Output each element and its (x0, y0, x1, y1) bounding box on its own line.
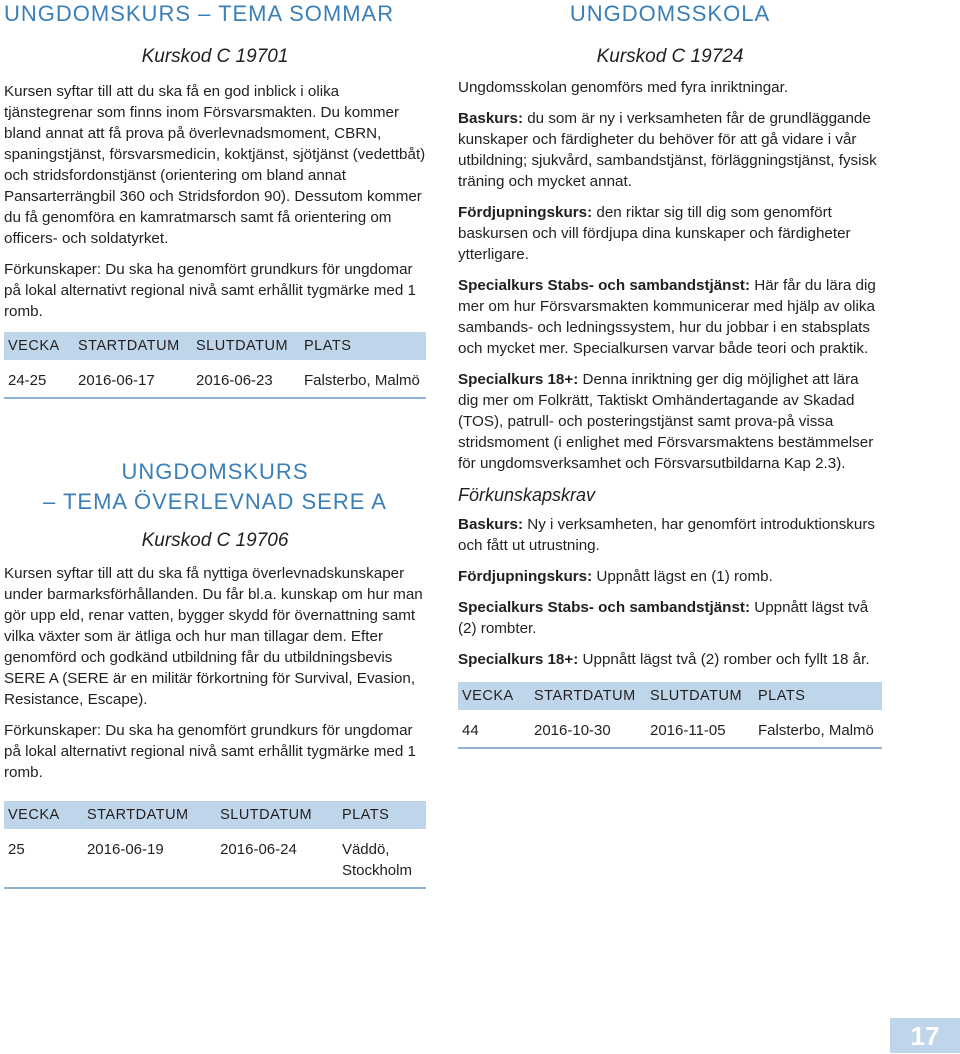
prereq-18plus-label: Specialkurs 18+: (458, 651, 579, 668)
summer-course-description: Kursen syftar till att du ska få en god inblick i olika tjänstegrenar som finns inom Försvarsmakten. Du kommer bland annat att få prova på överlevnadsmoment, CBRN, spaningstjänst, försvarsmedicin, koktjänst, sjötjänst (vedettbåt) och stridsfordonstjänst (orientering om bland annat Pansarterrängbil 360 och Stridsfordon 90). Dessutom kommer du få genomföra en kamratmarsch samt få orientering om officers- och soldatyrket. (4, 83, 426, 247)
track-staff-signal-text: Här får du lära dig mer om hur Försvarsmakten kommunicerar med hjälp av olika sambands- och ledningssystem, hur du jobbar i en stabsplats och mycket mer. Specialkursen varvar både teori och praktik. (458, 277, 876, 357)
cell-place: Falsterbo, Malmö (754, 710, 882, 748)
school-title: UNGDOMSSKOLA (569, 1, 771, 26)
summer-schedule-table (4, 332, 426, 399)
col-place: PLATS (300, 332, 426, 360)
sere-schedule-table (4, 801, 426, 889)
school-course-code: Kurskod C 19724 (596, 46, 744, 67)
col-week: VECKA (4, 801, 83, 829)
left-column (4, 0, 426, 889)
track-advanced-label: Fördjupningskurs: (458, 204, 593, 221)
track-18plus-text: Denna inriktning ger dig möjlighet att lära dig mer om Folkrätt, Taktiskt Omhändertagande av Skadad (TOS), patrull- och posteringstjänst samt prova-på vissa stridsmoment (i enlighet med Försvarsmaktens bestämmelser för ungdomsverksamhet och Försvarsutbildarna Kap 2.3). (458, 371, 874, 472)
sere-course-description: Kursen syftar till att du ska få nyttiga överlevnadskunskaper under barmarksförhållanden. Du får bl.a. kunskap om hur man gör upp eld, renar vatten, bygger skydd för övernattning samt vilka växter som är ätliga och hur man tillagar dem. Efter genomförd och godkänd utbildning får du utbildningsbevis SERE A (SERE är en militär förkortning för Survival, Evasion, Resistance, Escape). (4, 565, 423, 708)
track-staff-signal (458, 275, 882, 359)
track-staff-signal-label: Specialkurs Stabs- och sambandstjänst: (458, 277, 751, 294)
table-header-row (458, 682, 882, 710)
cell-week: 25 (4, 829, 83, 888)
right-column (458, 0, 882, 749)
cell-end-date: 2016-06-23 (192, 360, 300, 398)
sere-course-prerequisites: Förkunskaper: Du ska ha genomfört grundkurs för ungdomar på lokal alternativt regional nivå samt erhållit tygmärke med 1 romb. (4, 722, 416, 781)
col-start-date: STARTDATUM (83, 801, 216, 829)
sere-course-heading (4, 457, 426, 553)
track-18plus (458, 369, 882, 474)
prereq-basic (458, 514, 882, 556)
table-header-row (4, 801, 426, 829)
prereq-advanced-label: Fördjupningskurs: (458, 568, 593, 585)
prereq-advanced (458, 566, 882, 587)
col-end-date: SLUTDATUM (646, 682, 754, 710)
col-end-date: SLUTDATUM (216, 801, 338, 829)
track-basic-label: Baskurs: (458, 110, 523, 127)
school-schedule-table (458, 682, 882, 749)
prereq-18plus (458, 649, 882, 670)
prereq-staff-signal (458, 597, 882, 639)
prereq-staff-signal-text: Uppnått lägst två (2) rombter. (458, 599, 869, 637)
cell-start-date: 2016-06-19 (83, 829, 216, 888)
cell-place: Falsterbo, Malmö (300, 360, 426, 398)
cell-start-date: 2016-10-30 (530, 710, 646, 748)
sere-course-title-line2: – TEMA ÖVERLEVNAD SERE A (43, 489, 387, 514)
cell-week: 44 (458, 710, 530, 748)
col-place: PLATS (338, 801, 426, 829)
prereq-staff-signal-label: Specialkurs Stabs- och sambandstjänst: (458, 599, 751, 616)
sere-course-title-line1: UNGDOMSKURS (121, 459, 309, 484)
summer-course-code: Kurskod C 19701 (141, 46, 289, 67)
table-header-row (4, 332, 426, 360)
summer-course-prerequisites: Förkunskaper: Du ska ha genomfört grundkurs för ungdomar på lokal alternativt regional nivå samt erhållit tygmärke med 1 romb. (4, 261, 416, 320)
cell-place: Väddö, Stockholm (338, 829, 426, 888)
table-row (4, 829, 426, 888)
col-end-date: SLUTDATUM (192, 332, 300, 360)
cell-end-date: 2016-11-05 (646, 710, 754, 748)
cell-end-date: 2016-06-24 (216, 829, 338, 888)
track-18plus-label: Specialkurs 18+: (458, 371, 579, 388)
col-place: PLATS (754, 682, 882, 710)
col-week: VECKA (4, 332, 74, 360)
summer-course-title: UNGDOMSKURS – TEMA SOMMAR (4, 1, 395, 26)
prereq-advanced-text: Uppnått lägst en (1) romb. (592, 568, 773, 585)
track-basic-text: du som är ny i verksamheten får de grundläggande kunskaper och färdigheter du behöver för att gå vidare i vår utbildning; sjukvård, sambandstjänst, förläggningstjänst, fysisk träning och mycket annat. (458, 110, 877, 190)
prereq-basic-text: Ny i verksamheten, har genomfört introduktionskurs och fått ut utrustning. (458, 516, 875, 554)
cell-start-date: 2016-06-17 (74, 360, 192, 398)
col-start-date: STARTDATUM (74, 332, 192, 360)
table-row (4, 360, 426, 398)
track-advanced (458, 202, 882, 265)
prereq-18plus-text: Uppnått lägst två (2) romber och fyllt 18 år. (578, 651, 870, 668)
col-start-date: STARTDATUM (530, 682, 646, 710)
cell-week: 24-25 (4, 360, 74, 398)
table-row (458, 710, 882, 748)
school-intro: Ungdomsskolan genomförs med fyra inriktningar. (458, 79, 789, 96)
page-number: 17 (890, 1018, 960, 1053)
track-basic (458, 108, 882, 192)
prereq-basic-label: Baskurs: (458, 516, 523, 533)
track-advanced-text: den riktar sig till dig som genomfört baskursen och vill fördjupa dina kunskaper och färdigheter ytterligare. (458, 204, 851, 263)
col-week: VECKA (458, 682, 530, 710)
prerequisites-heading: Förkunskapskrav (458, 485, 596, 505)
sere-course-code: Kurskod C 19706 (141, 530, 289, 551)
